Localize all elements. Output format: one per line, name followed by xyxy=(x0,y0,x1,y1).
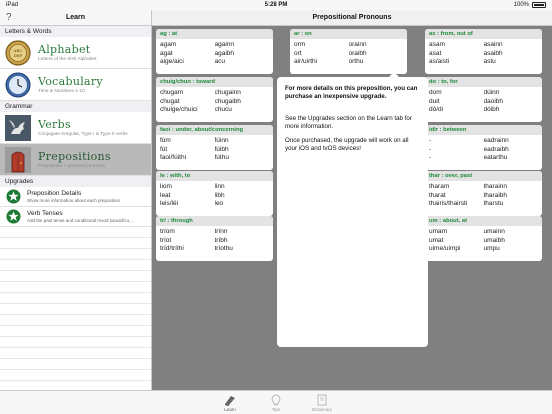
lesson-title: Vocabulary xyxy=(38,75,103,88)
sidebar xyxy=(0,10,152,390)
table-row xyxy=(160,228,269,237)
status-bar xyxy=(0,0,552,10)
upgrade-popover[interactable] xyxy=(277,77,428,347)
main-panel xyxy=(152,10,552,390)
singular-form: fút xyxy=(160,145,168,153)
plural-form: dúinn xyxy=(483,89,500,96)
plural-form: fúinn xyxy=(214,137,229,144)
door-icon xyxy=(4,146,32,174)
table-row xyxy=(429,98,538,107)
plural-form: chucu xyxy=(214,106,232,114)
plural-form: tharstu xyxy=(483,200,504,208)
lesson-subtitle: Time & Numbers 1-10 xyxy=(38,89,85,94)
singular-form: umat xyxy=(429,236,444,244)
preposition-card-do[interactable] xyxy=(425,77,542,122)
plural-form: tríothu xyxy=(214,245,233,253)
singular-form: orm xyxy=(294,41,306,48)
singular-form: agat xyxy=(160,49,173,57)
plural-form: chugaibh xyxy=(214,97,241,105)
table-row xyxy=(160,106,269,115)
plural-form: leo xyxy=(214,200,224,208)
table-row xyxy=(429,137,538,146)
card-header: thar : over, past xyxy=(425,171,542,181)
lightbulb-icon xyxy=(269,394,283,406)
plural-form: fúibh xyxy=(214,145,229,153)
main-navbar xyxy=(152,10,552,26)
singular-form: - xyxy=(429,154,432,162)
plural-form: orthu xyxy=(348,58,364,66)
popover-paragraph: See the Upgrades section on the Learn tab for more information. xyxy=(285,115,412,130)
singular-form: tharat xyxy=(429,191,446,199)
status-time: 5:28 PM xyxy=(264,2,288,8)
singular-form: leis/léi xyxy=(160,200,179,208)
table-row xyxy=(429,154,538,163)
singular-form: duit xyxy=(429,97,440,105)
battery-icon xyxy=(532,2,546,8)
lesson-subtitle: Preposition + personal pronoun xyxy=(38,164,105,169)
card-header: ag : at xyxy=(156,29,273,39)
singular-form: - xyxy=(429,145,432,153)
plural-form: daoibh xyxy=(483,97,504,105)
star-icon xyxy=(6,189,21,204)
card-header: trí : through xyxy=(156,216,273,226)
lesson-item-prepositions[interactable] xyxy=(0,144,151,176)
lesson-item-vocabulary[interactable] xyxy=(0,69,151,101)
card-header: ar : on xyxy=(290,29,407,39)
plural-form: astu xyxy=(483,58,496,66)
singular-form: dó/di xyxy=(429,106,444,114)
table-row xyxy=(160,41,269,50)
lesson-title: Verbs xyxy=(38,118,71,131)
tab-tips[interactable] xyxy=(260,391,292,414)
plural-form: asainn xyxy=(483,41,503,48)
singular-form: tríom xyxy=(160,228,175,235)
table-row xyxy=(429,50,538,59)
table-row xyxy=(160,50,269,59)
plural-form: trínn xyxy=(214,228,228,235)
sidebar-navbar xyxy=(0,10,151,26)
table-row xyxy=(429,192,538,201)
singular-form: agam xyxy=(160,41,177,48)
table-row xyxy=(429,200,538,209)
device-label: iPad xyxy=(6,2,19,8)
table-row xyxy=(429,245,538,254)
help-icon[interactable]: ? xyxy=(6,12,12,23)
preposition-card-ag[interactable] xyxy=(156,29,273,74)
singular-form: fúm xyxy=(160,137,171,144)
upgrade-item-preposition-details[interactable] xyxy=(0,187,151,207)
preposition-card-idir[interactable] xyxy=(425,125,542,170)
popover-paragraph: Once purchased, the upgrade will work on all your iOS and tvOS devices! xyxy=(285,137,409,152)
singular-form: chugam xyxy=(160,89,184,96)
section-header-grammar: Grammar xyxy=(0,101,151,112)
table-row xyxy=(294,50,403,59)
singular-form: tríot xyxy=(160,236,172,244)
table-row xyxy=(429,89,538,98)
plural-form: tríbh xyxy=(214,236,228,244)
preposition-card-chuig[interactable] xyxy=(156,77,273,122)
singular-form: leat xyxy=(160,191,171,199)
popover-arrow xyxy=(389,72,399,77)
plural-form: umaibh xyxy=(483,236,505,244)
singular-form: liom xyxy=(160,183,172,190)
table-row xyxy=(429,146,538,155)
plural-form: dóibh xyxy=(483,106,500,114)
lesson-item-verbs[interactable] xyxy=(0,112,151,144)
table-row xyxy=(294,58,403,67)
lesson-title: Prepositions xyxy=(38,150,111,163)
card-header: do : to, for xyxy=(425,77,542,87)
alphabet-icon xyxy=(4,39,32,67)
table-row xyxy=(160,89,269,98)
table-row xyxy=(160,200,269,209)
card-header: idir : between xyxy=(425,125,542,135)
table-row xyxy=(160,192,269,201)
star-icon xyxy=(6,209,21,224)
section-header-upgrades: Upgrades xyxy=(0,176,151,187)
table-row xyxy=(160,58,269,67)
tab-bar xyxy=(0,390,552,414)
sidebar-title: Learn xyxy=(65,14,86,21)
singular-form: chugat xyxy=(160,97,180,105)
plural-form: chugainn xyxy=(214,89,241,96)
table-row xyxy=(429,58,538,67)
table-row xyxy=(160,98,269,107)
singular-form: - xyxy=(429,137,432,144)
preposition-card-um[interactable] xyxy=(425,216,542,261)
singular-form: tharam xyxy=(429,183,450,190)
plural-form: eadrainn xyxy=(483,137,509,144)
singular-form: as/aisti xyxy=(429,58,450,66)
table-row xyxy=(294,41,403,50)
table-row xyxy=(429,183,538,192)
singular-form: dom xyxy=(429,89,442,96)
singular-form: aige/aici xyxy=(160,58,184,66)
table-row xyxy=(160,183,269,192)
preposition-card-as[interactable] xyxy=(425,29,542,74)
singular-form: air/uirthi xyxy=(294,58,318,66)
card-header: faoi : under, about/concerning xyxy=(156,125,273,135)
singular-form: tríd/tríthi xyxy=(160,245,184,253)
singular-form: asat xyxy=(429,49,442,57)
svg-text:ABC: ABC xyxy=(13,47,23,53)
preposition-card-ar[interactable] xyxy=(290,29,407,74)
table-row xyxy=(160,245,269,254)
plural-form: eatarthu xyxy=(483,154,508,162)
table-row xyxy=(429,228,538,237)
singular-form: uime/uimpi xyxy=(429,245,461,253)
plural-form: agaibh xyxy=(214,49,235,57)
plural-form: linn xyxy=(214,183,225,190)
card-header: as : from, out of xyxy=(425,29,542,39)
plural-form: tharaibh xyxy=(483,191,507,199)
table-row xyxy=(160,137,269,146)
upgrade-title: Preposition Details xyxy=(27,190,82,197)
table-row xyxy=(429,106,538,115)
singular-form: thairis/thairsti xyxy=(429,200,468,208)
singular-form: asam xyxy=(429,41,445,48)
plural-form: acu xyxy=(214,58,225,66)
lesson-subtitle: Conjugate Irregular, Type I & Type II verbs xyxy=(38,132,128,137)
tab-label: Tips xyxy=(271,407,281,412)
plural-form: tharainn xyxy=(483,183,507,190)
preposition-card-thar[interactable] xyxy=(425,171,542,216)
table-row xyxy=(160,146,269,155)
upgrade-subtitle: Add the past tense and conditional mood (would/co... xyxy=(27,218,133,223)
plural-form: fúthu xyxy=(214,154,229,162)
lesson-subtitle: Letters of the Irish Alphabet xyxy=(38,57,97,62)
singular-form: ort xyxy=(294,49,302,57)
singular-form: faoi/fúithi xyxy=(160,154,187,162)
preposition-card-faoi[interactable] xyxy=(156,125,273,170)
singular-form: chuige/chuici xyxy=(160,106,198,114)
tab-label: Dictionary xyxy=(311,407,332,412)
plural-form: orainn xyxy=(348,41,367,48)
plural-form: umainn xyxy=(483,228,505,235)
table-row xyxy=(160,154,269,163)
table-row xyxy=(160,237,269,246)
tab-dictionary[interactable] xyxy=(306,391,338,414)
pegasus-icon xyxy=(4,114,32,142)
card-header: um : about, at xyxy=(425,216,542,226)
section-header-letters: Letters & Words xyxy=(0,26,151,37)
card-header: le : with, to xyxy=(156,171,273,181)
preposition-card-le[interactable] xyxy=(156,171,273,216)
upgrade-item-verb-tenses[interactable] xyxy=(0,207,151,227)
plural-form: againn xyxy=(214,41,235,48)
lesson-item-alphabet[interactable] xyxy=(0,37,151,69)
upgrade-title: Verb Tenses xyxy=(27,210,63,217)
plural-form: oraibh xyxy=(348,49,367,57)
card-header: chuig/chun : toward xyxy=(156,77,273,87)
upgrade-subtitle: Show more information about each preposition xyxy=(27,198,121,203)
svg-text:DEF: DEF xyxy=(13,52,23,58)
popover-title: For more details on this preposition, you can purchase an inexpensive upgrade. xyxy=(285,85,418,100)
tab-label: Learn xyxy=(224,407,236,412)
tab-learn[interactable] xyxy=(214,391,246,414)
table-row xyxy=(429,41,538,50)
plural-form: libh xyxy=(214,191,225,199)
battery-percent: 100% xyxy=(513,2,529,8)
dictionary-icon xyxy=(315,394,329,406)
clock-icon xyxy=(4,71,32,99)
book-icon xyxy=(223,394,237,406)
preposition-card-tri[interactable] xyxy=(156,216,273,261)
plural-form: eadraibh xyxy=(483,145,509,153)
plural-form: asaibh xyxy=(483,49,503,57)
singular-form: umam xyxy=(429,228,448,235)
page-title: Prepositional Pronouns xyxy=(312,14,392,21)
table-row xyxy=(429,237,538,246)
plural-form: umpu xyxy=(483,245,500,253)
empty-list-area xyxy=(0,227,151,414)
lesson-title: Alphabet xyxy=(38,43,91,56)
